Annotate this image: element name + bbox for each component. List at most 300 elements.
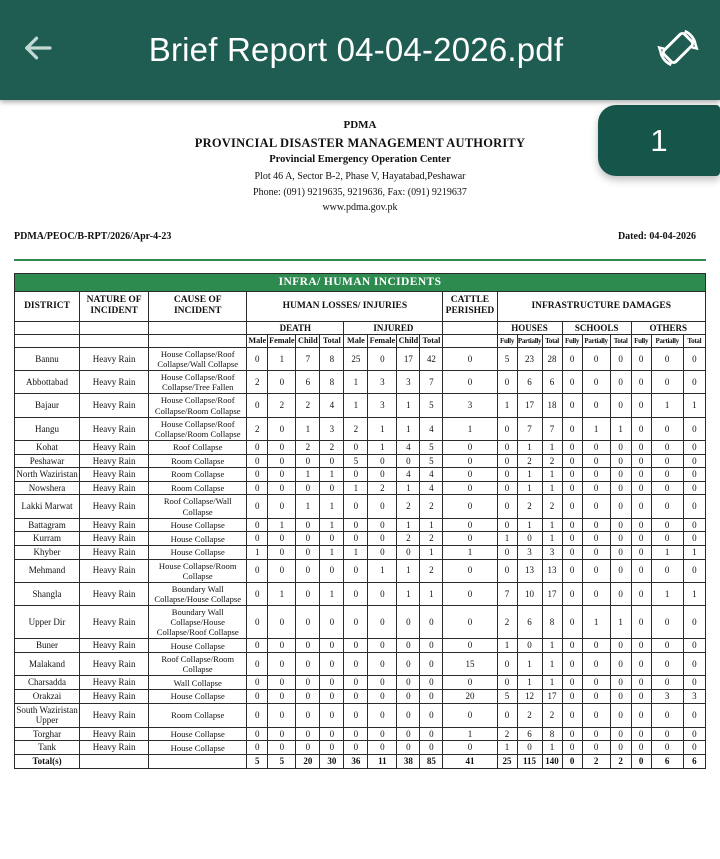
value-cell: 0 bbox=[420, 639, 443, 653]
pdf-page[interactable] bbox=[0, 100, 720, 859]
value-cell: 0 bbox=[562, 454, 582, 468]
value-cell: 0 bbox=[368, 727, 397, 741]
table-banner-row bbox=[15, 273, 706, 292]
value-cell: 0 bbox=[517, 639, 542, 653]
value-cell: 0 bbox=[683, 417, 705, 440]
value-cell: 1 bbox=[497, 741, 517, 755]
value-cell: 0 bbox=[497, 440, 517, 454]
cause-cell: Roof Collapse bbox=[149, 440, 247, 454]
value-cell: 0 bbox=[582, 545, 610, 559]
value-cell: 0 bbox=[582, 347, 610, 370]
value-cell: 0 bbox=[296, 559, 320, 582]
value-cell: 1 bbox=[420, 518, 443, 532]
value-cell: 1 bbox=[368, 559, 397, 582]
value-cell: 0 bbox=[683, 371, 705, 394]
value-cell: 6 bbox=[517, 606, 542, 639]
col-nature: NATURE OF INCIDENT bbox=[80, 292, 149, 321]
empty-header-cell bbox=[15, 335, 80, 348]
cause-cell: Boundary Wall Collapse/House Collapse bbox=[149, 582, 247, 605]
value-cell: 0 bbox=[683, 468, 705, 482]
value-cell: 0 bbox=[610, 689, 631, 703]
totals-value-cell: 2 bbox=[582, 755, 610, 769]
value-cell: 0 bbox=[631, 582, 651, 605]
col-injured-male: Male bbox=[344, 335, 368, 348]
value-cell: 0 bbox=[247, 481, 268, 495]
totals-value-cell: 6 bbox=[683, 755, 705, 769]
rotate-screen-button[interactable] bbox=[636, 0, 720, 100]
value-cell: 0 bbox=[683, 676, 705, 690]
value-cell: 3 bbox=[542, 545, 562, 559]
value-cell: 0 bbox=[320, 639, 344, 653]
nature-cell: Heavy Rain bbox=[80, 727, 149, 741]
value-cell: 0 bbox=[296, 639, 320, 653]
value-cell: 0 bbox=[683, 727, 705, 741]
value-cell: 0 bbox=[610, 559, 631, 582]
value-cell: 0 bbox=[683, 454, 705, 468]
reference-row bbox=[0, 218, 720, 242]
value-cell: 0 bbox=[247, 689, 268, 703]
col-death-total: Total bbox=[320, 335, 344, 348]
district-cell: Kurram bbox=[15, 532, 80, 546]
value-cell: 1 bbox=[344, 394, 368, 417]
empty-header-cell bbox=[80, 321, 149, 335]
value-cell: 8 bbox=[542, 727, 562, 741]
value-cell: 0 bbox=[562, 582, 582, 605]
col-injured-female: Female bbox=[368, 335, 397, 348]
value-cell: 0 bbox=[683, 606, 705, 639]
value-cell: 0 bbox=[443, 639, 497, 653]
district-cell: Buner bbox=[15, 639, 80, 653]
value-cell: 1 bbox=[320, 468, 344, 482]
value-cell: 1 bbox=[268, 582, 296, 605]
value-cell: 0 bbox=[397, 639, 420, 653]
totals-row bbox=[15, 755, 706, 769]
value-cell: 5 bbox=[497, 347, 517, 370]
value-cell: 2 bbox=[420, 559, 443, 582]
value-cell: 0 bbox=[651, 518, 683, 532]
value-cell: 1 bbox=[443, 417, 497, 440]
col-houses: HOUSES bbox=[497, 321, 562, 335]
totals-value-cell: 20 bbox=[296, 755, 320, 769]
value-cell: 0 bbox=[296, 582, 320, 605]
table-row bbox=[15, 468, 706, 482]
cause-cell: Roof Collapse/Wall Collapse bbox=[149, 495, 247, 518]
value-cell: 0 bbox=[344, 495, 368, 518]
value-cell: 1 bbox=[517, 468, 542, 482]
value-cell: 0 bbox=[296, 606, 320, 639]
table-row bbox=[15, 371, 706, 394]
value-cell: 0 bbox=[268, 606, 296, 639]
table-row bbox=[15, 481, 706, 495]
value-cell: 1 bbox=[397, 394, 420, 417]
value-cell: 1 bbox=[651, 394, 683, 417]
value-cell: 0 bbox=[368, 606, 397, 639]
empty-header-cell bbox=[443, 335, 497, 348]
value-cell: 1 bbox=[683, 582, 705, 605]
totals-label: Total(s) bbox=[15, 755, 80, 769]
col-cause: CAUSE OF INCIDENT bbox=[149, 292, 247, 321]
value-cell: 1 bbox=[296, 417, 320, 440]
value-cell: 0 bbox=[320, 689, 344, 703]
value-cell: 0 bbox=[562, 689, 582, 703]
value-cell: 2 bbox=[247, 417, 268, 440]
value-cell: 25 bbox=[344, 347, 368, 370]
col-schools-total: Total bbox=[610, 335, 631, 348]
value-cell: 0 bbox=[296, 689, 320, 703]
value-cell: 1 bbox=[610, 417, 631, 440]
value-cell: 1 bbox=[542, 532, 562, 546]
col-houses-partially: Partially bbox=[517, 335, 542, 348]
district-cell: Battagram bbox=[15, 518, 80, 532]
value-cell: 0 bbox=[296, 545, 320, 559]
value-cell: 0 bbox=[683, 495, 705, 518]
value-cell: 0 bbox=[320, 727, 344, 741]
value-cell: 0 bbox=[368, 653, 397, 676]
value-cell: 3 bbox=[651, 689, 683, 703]
value-cell: 8 bbox=[542, 606, 562, 639]
value-cell: 0 bbox=[296, 676, 320, 690]
value-cell: 0 bbox=[651, 703, 683, 727]
value-cell: 0 bbox=[582, 394, 610, 417]
value-cell: 0 bbox=[268, 741, 296, 755]
nature-cell: Heavy Rain bbox=[80, 347, 149, 370]
value-cell: 3 bbox=[368, 394, 397, 417]
value-cell: 2 bbox=[320, 440, 344, 454]
nature-cell: Heavy Rain bbox=[80, 518, 149, 532]
phone-line: Phone: (091) 9219635, 9219636, Fax: (091) 9219637 bbox=[253, 186, 467, 198]
value-cell: 0 bbox=[562, 727, 582, 741]
value-cell: 1 bbox=[497, 532, 517, 546]
org-short-name: PDMA bbox=[343, 119, 377, 131]
value-cell: 0 bbox=[268, 454, 296, 468]
value-cell: 1 bbox=[397, 559, 420, 582]
value-cell: 0 bbox=[344, 689, 368, 703]
value-cell: 1 bbox=[397, 481, 420, 495]
cause-cell: Roof Collapse/Room Collapse bbox=[149, 653, 247, 676]
table-row bbox=[15, 606, 706, 639]
value-cell: 1 bbox=[497, 639, 517, 653]
value-cell: 4 bbox=[397, 440, 420, 454]
value-cell: 0 bbox=[247, 559, 268, 582]
value-cell: 3 bbox=[368, 371, 397, 394]
page-number-badge bbox=[598, 105, 720, 176]
value-cell: 1 bbox=[344, 481, 368, 495]
value-cell: 0 bbox=[247, 741, 268, 755]
nature-cell: Heavy Rain bbox=[80, 394, 149, 417]
app-bar bbox=[0, 0, 720, 100]
value-cell: 0 bbox=[683, 559, 705, 582]
value-cell: 1 bbox=[582, 606, 610, 639]
district-cell: Tank bbox=[15, 741, 80, 755]
document-title: Brief Report 04-04-2026.pdf bbox=[148, 31, 564, 68]
value-cell: 0 bbox=[497, 371, 517, 394]
empty-header-cell bbox=[15, 321, 80, 335]
value-cell: 1 bbox=[517, 481, 542, 495]
value-cell: 0 bbox=[296, 532, 320, 546]
value-cell: 13 bbox=[517, 559, 542, 582]
value-cell: 0 bbox=[397, 653, 420, 676]
arrow-left-icon bbox=[20, 30, 56, 71]
table-row bbox=[15, 703, 706, 727]
value-cell: 0 bbox=[397, 727, 420, 741]
value-cell: 0 bbox=[420, 703, 443, 727]
value-cell: 1 bbox=[497, 394, 517, 417]
cause-cell: House Collapse/Roof Collapse/Tree Fallen bbox=[149, 371, 247, 394]
value-cell: 0 bbox=[344, 582, 368, 605]
value-cell: 1 bbox=[651, 582, 683, 605]
col-others-partially: Partially bbox=[651, 335, 683, 348]
value-cell: 0 bbox=[651, 676, 683, 690]
table-row bbox=[15, 689, 706, 703]
incident-table-body bbox=[15, 347, 706, 768]
value-cell: 1 bbox=[582, 417, 610, 440]
value-cell: 2 bbox=[368, 481, 397, 495]
value-cell: 0 bbox=[582, 532, 610, 546]
table-row bbox=[15, 495, 706, 518]
value-cell: 13 bbox=[542, 559, 562, 582]
totals-value-cell: 25 bbox=[497, 755, 517, 769]
value-cell: 0 bbox=[443, 741, 497, 755]
empty-header-cell bbox=[149, 335, 247, 348]
value-cell: 1 bbox=[683, 394, 705, 417]
value-cell: 0 bbox=[582, 582, 610, 605]
value-cell: 0 bbox=[397, 741, 420, 755]
nature-cell: Heavy Rain bbox=[80, 639, 149, 653]
value-cell: 0 bbox=[582, 703, 610, 727]
value-cell: 10 bbox=[517, 582, 542, 605]
district-cell: Abbottabad bbox=[15, 371, 80, 394]
value-cell: 1 bbox=[368, 440, 397, 454]
value-cell: 2 bbox=[296, 394, 320, 417]
totals-value-cell: 36 bbox=[344, 755, 368, 769]
value-cell: 0 bbox=[296, 653, 320, 676]
value-cell: 1 bbox=[344, 545, 368, 559]
value-cell: 0 bbox=[497, 468, 517, 482]
value-cell: 0 bbox=[443, 440, 497, 454]
value-cell: 0 bbox=[610, 347, 631, 370]
table-row bbox=[15, 347, 706, 370]
nature-cell: Heavy Rain bbox=[80, 495, 149, 518]
value-cell: 0 bbox=[320, 481, 344, 495]
value-cell: 0 bbox=[651, 347, 683, 370]
value-cell: 0 bbox=[631, 394, 651, 417]
value-cell: 0 bbox=[268, 559, 296, 582]
value-cell: 4 bbox=[420, 417, 443, 440]
value-cell: 0 bbox=[610, 545, 631, 559]
value-cell: 0 bbox=[631, 559, 651, 582]
back-button[interactable] bbox=[0, 0, 76, 100]
value-cell: 1 bbox=[420, 582, 443, 605]
value-cell: 0 bbox=[296, 518, 320, 532]
value-cell: 0 bbox=[562, 653, 582, 676]
value-cell: 1 bbox=[420, 545, 443, 559]
value-cell: 0 bbox=[344, 653, 368, 676]
value-cell: 0 bbox=[497, 495, 517, 518]
value-cell: 0 bbox=[562, 518, 582, 532]
cause-cell: Room Collapse bbox=[149, 454, 247, 468]
value-cell: 0 bbox=[247, 495, 268, 518]
value-cell: 0 bbox=[631, 440, 651, 454]
value-cell: 1 bbox=[320, 518, 344, 532]
empty-header-cell bbox=[149, 321, 247, 335]
value-cell: 0 bbox=[344, 703, 368, 727]
value-cell: 0 bbox=[497, 454, 517, 468]
value-cell: 0 bbox=[320, 653, 344, 676]
col-schools-fully: Fully bbox=[562, 335, 582, 348]
value-cell: 2 bbox=[247, 371, 268, 394]
value-cell: 2 bbox=[344, 417, 368, 440]
value-cell: 28 bbox=[542, 347, 562, 370]
value-cell: 0 bbox=[368, 582, 397, 605]
value-cell: 0 bbox=[631, 741, 651, 755]
value-cell: 0 bbox=[651, 495, 683, 518]
value-cell: 0 bbox=[443, 559, 497, 582]
value-cell: 8 bbox=[320, 347, 344, 370]
value-cell: 2 bbox=[397, 532, 420, 546]
totals-value-cell: 0 bbox=[562, 755, 582, 769]
reference-number: PDMA/PEOC/B-RPT/2026/Apr-4-23 bbox=[14, 230, 172, 242]
col-houses-fully: Fully bbox=[497, 335, 517, 348]
district-cell: Kohat bbox=[15, 440, 80, 454]
nature-cell: Heavy Rain bbox=[80, 606, 149, 639]
value-cell: 0 bbox=[296, 741, 320, 755]
totals-value-cell: 140 bbox=[542, 755, 562, 769]
value-cell: 0 bbox=[582, 676, 610, 690]
value-cell: 1 bbox=[517, 653, 542, 676]
table-row bbox=[15, 727, 706, 741]
value-cell: 0 bbox=[610, 676, 631, 690]
district-cell: Hangu bbox=[15, 417, 80, 440]
cause-cell: House Collapse/Roof Collapse/Room Collapse bbox=[149, 394, 247, 417]
value-cell: 1 bbox=[517, 518, 542, 532]
value-cell: 0 bbox=[582, 689, 610, 703]
value-cell: 0 bbox=[397, 545, 420, 559]
col-human-losses: HUMAN LOSSES/ INJURIES bbox=[247, 292, 443, 321]
value-cell: 0 bbox=[582, 518, 610, 532]
cause-cell: House Collapse/Roof Collapse/Wall Collapse bbox=[149, 347, 247, 370]
value-cell: 0 bbox=[268, 727, 296, 741]
value-cell: 1 bbox=[517, 440, 542, 454]
value-cell: 0 bbox=[296, 454, 320, 468]
district-cell: Malakand bbox=[15, 653, 80, 676]
value-cell: 2 bbox=[542, 495, 562, 518]
nature-cell: Heavy Rain bbox=[80, 676, 149, 690]
nature-cell: Heavy Rain bbox=[80, 703, 149, 727]
value-cell: 2 bbox=[497, 727, 517, 741]
nature-cell: Heavy Rain bbox=[80, 468, 149, 482]
value-cell: 0 bbox=[344, 518, 368, 532]
value-cell: 0 bbox=[651, 481, 683, 495]
value-cell: 2 bbox=[542, 454, 562, 468]
value-cell: 1 bbox=[542, 653, 562, 676]
value-cell: 0 bbox=[443, 582, 497, 605]
district-cell: Upper Dir bbox=[15, 606, 80, 639]
value-cell: 0 bbox=[320, 454, 344, 468]
value-cell: 0 bbox=[397, 454, 420, 468]
value-cell: 0 bbox=[296, 727, 320, 741]
value-cell: 0 bbox=[631, 606, 651, 639]
value-cell: 0 bbox=[344, 639, 368, 653]
value-cell: 20 bbox=[443, 689, 497, 703]
value-cell: 2 bbox=[296, 440, 320, 454]
value-cell: 0 bbox=[420, 741, 443, 755]
value-cell: 1 bbox=[320, 545, 344, 559]
value-cell: 2 bbox=[497, 606, 517, 639]
value-cell: 0 bbox=[268, 417, 296, 440]
value-cell: 0 bbox=[420, 689, 443, 703]
col-houses-total: Total bbox=[542, 335, 562, 348]
value-cell: 0 bbox=[562, 545, 582, 559]
totals-value-cell: 115 bbox=[517, 755, 542, 769]
value-cell: 0 bbox=[562, 495, 582, 518]
value-cell: 1 bbox=[247, 545, 268, 559]
col-schools-partially: Partially bbox=[582, 335, 610, 348]
totals-value-cell: 41 bbox=[443, 755, 497, 769]
value-cell: 0 bbox=[368, 545, 397, 559]
value-cell: 0 bbox=[443, 481, 497, 495]
totals-value-cell: 85 bbox=[420, 755, 443, 769]
value-cell: 0 bbox=[631, 468, 651, 482]
value-cell: 6 bbox=[517, 727, 542, 741]
col-death: DEATH bbox=[247, 321, 344, 335]
value-cell: 0 bbox=[247, 532, 268, 546]
value-cell: 6 bbox=[542, 371, 562, 394]
empty-header-cell bbox=[80, 335, 149, 348]
value-cell: 0 bbox=[344, 741, 368, 755]
value-cell: 0 bbox=[497, 653, 517, 676]
value-cell: 0 bbox=[268, 676, 296, 690]
value-cell: 0 bbox=[420, 606, 443, 639]
value-cell: 1 bbox=[443, 545, 497, 559]
value-cell: 0 bbox=[683, 532, 705, 546]
table-row bbox=[15, 394, 706, 417]
nature-cell: Heavy Rain bbox=[80, 371, 149, 394]
value-cell: 0 bbox=[320, 559, 344, 582]
value-cell: 0 bbox=[247, 440, 268, 454]
value-cell: 0 bbox=[443, 518, 497, 532]
empty-cell bbox=[80, 755, 149, 769]
value-cell: 0 bbox=[683, 518, 705, 532]
table-row bbox=[15, 545, 706, 559]
value-cell: 17 bbox=[542, 689, 562, 703]
nature-cell: Heavy Rain bbox=[80, 532, 149, 546]
totals-value-cell: 38 bbox=[397, 755, 420, 769]
value-cell: 0 bbox=[683, 703, 705, 727]
value-cell: 0 bbox=[397, 676, 420, 690]
value-cell: 15 bbox=[443, 653, 497, 676]
value-cell: 0 bbox=[296, 481, 320, 495]
value-cell: 0 bbox=[368, 495, 397, 518]
table-row bbox=[15, 639, 706, 653]
cause-cell: Boundary Wall Collapse/House Collapse/Roof Collapse bbox=[149, 606, 247, 639]
value-cell: 1 bbox=[542, 639, 562, 653]
value-cell: 0 bbox=[268, 689, 296, 703]
value-cell: 0 bbox=[247, 394, 268, 417]
totals-value-cell: 11 bbox=[368, 755, 397, 769]
table-row bbox=[15, 532, 706, 546]
value-cell: 1 bbox=[268, 347, 296, 370]
value-cell: 1 bbox=[443, 727, 497, 741]
value-cell: 0 bbox=[344, 559, 368, 582]
value-cell: 0 bbox=[268, 532, 296, 546]
cause-cell: House Collapse bbox=[149, 518, 247, 532]
value-cell: 0 bbox=[497, 559, 517, 582]
value-cell: 0 bbox=[631, 703, 651, 727]
value-cell: 0 bbox=[631, 545, 651, 559]
value-cell: 0 bbox=[631, 481, 651, 495]
nature-cell: Heavy Rain bbox=[80, 689, 149, 703]
value-cell: 0 bbox=[368, 532, 397, 546]
